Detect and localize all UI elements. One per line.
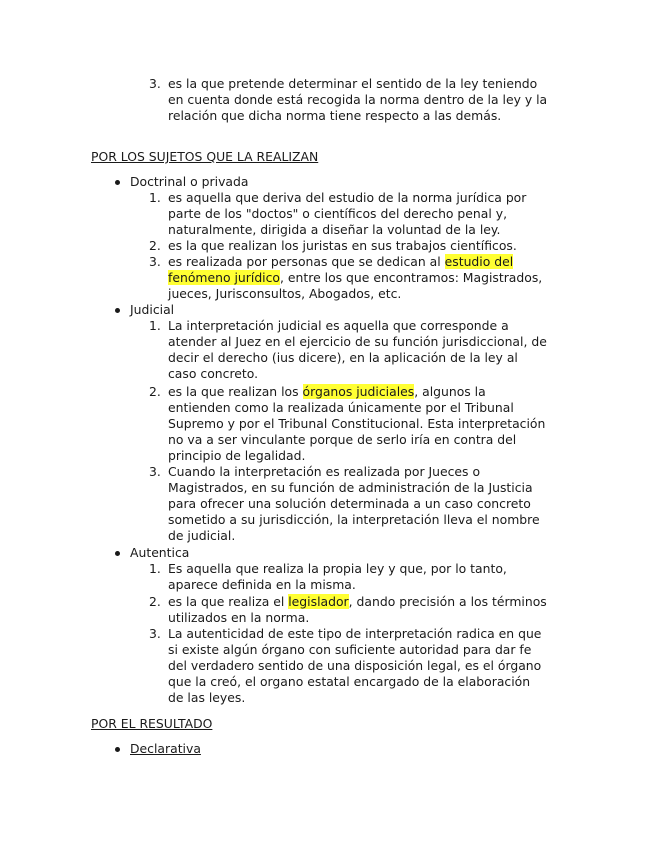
bullet-label-judicial: Judicial (130, 302, 175, 317)
list-item-line: fenómeno jurídico, entre los que encontramos: Magistrados, (168, 270, 543, 285)
bullet-icon (115, 308, 120, 313)
list-item-line: Cuando la interpretación es realizada por Jueces o (168, 464, 481, 479)
highlighted-text: órganos judiciales (302, 384, 415, 399)
list-item-line: es la que realizan los órganos judiciales, algunos la (168, 384, 486, 399)
bullet-label-declarativa: Declarativa (130, 741, 201, 756)
list-item-line: La interpretación judicial es aquella que corresponde a (168, 318, 509, 333)
list-number: 3. (149, 626, 161, 641)
list-number: 2. (149, 594, 161, 609)
list-item-line: no va a ser vinculante porque de serlo iría en contra del (168, 432, 517, 447)
list-number: 2. (149, 384, 161, 399)
highlighted-text: estudio del (444, 254, 514, 269)
bullet-icon (115, 180, 120, 185)
list-item-line: que la creó, el organo estatal encargado de la elaboración (168, 674, 531, 689)
list-item-line: Supremo y por el Tribunal Constitucional. Esta interpretación (168, 416, 546, 431)
list-item-line: es la que realizan los juristas en sus trabajos científicos. (168, 238, 517, 253)
list-item-line: atender al Juez en el ejercicio de su función jurisdiccional, de (168, 334, 547, 349)
list-item-line: parte de los "doctos" o científicos del derecho penal y, (168, 206, 508, 221)
list-item-line: es realizada por personas que se dedican al estudio del (168, 254, 514, 269)
list-item-line: principio de legalidad. (168, 448, 306, 463)
bullet-icon (115, 551, 120, 556)
section-heading-result: POR EL RESULTADO (91, 716, 213, 731)
list-item-line: Es aquella que realiza la propia ley y que, por lo tanto, (168, 561, 507, 576)
highlighted-text: legislador (288, 594, 349, 609)
list-item-line: del verdadero sentido de una disposición legal, es el órgano (168, 658, 542, 673)
bullet-label-doctrinal: Doctrinal o privada (130, 174, 249, 189)
list-number: 3. (149, 76, 161, 91)
list-item-line: de las leyes. (168, 690, 246, 705)
list-item-line: relación que dicha norma tiene respecto a las demás. (168, 108, 502, 123)
list-number: 3. (149, 464, 161, 479)
list-number: 1. (149, 561, 161, 576)
list-item-line: de judicial. (168, 528, 236, 543)
list-item-line: es la que pretende determinar el sentido de la ley teniendo (168, 76, 538, 91)
section-heading-subjects: POR LOS SUJETOS QUE LA REALIZAN (91, 149, 319, 164)
list-item-line: entienden como la realizada únicamente por el Tribunal (168, 400, 514, 415)
list-item-line: es aquella que deriva del estudio de la norma jurídica por (168, 190, 527, 205)
list-number: 2. (149, 238, 161, 253)
list-number: 1. (149, 190, 161, 205)
highlighted-text: fenómeno jurídico (168, 270, 281, 285)
list-item-line: aparece definida en la misma. (168, 577, 356, 592)
list-item-line: para ofrecer una solución determinada a un caso concreto (168, 496, 531, 511)
list-number: 1. (149, 318, 161, 333)
list-item-line: La autenticidad de este tipo de interpretación radica en que (168, 626, 542, 641)
list-item-line: caso concreto. (168, 366, 259, 381)
bullet-icon (115, 747, 120, 752)
list-item-line: utilizados en la norma. (168, 610, 310, 625)
list-item-line: es la que realiza el legislador, dando precisión a los términos (168, 594, 547, 609)
bullet-label-autentica: Autentica (130, 545, 190, 560)
list-item-line: naturalmente, dirigida a diseñar la voluntad de la ley. (168, 222, 501, 237)
list-number: 3. (149, 254, 161, 269)
list-item-line: decir el derecho (ius dicere), en la aplicación de la ley al (168, 350, 518, 365)
list-item-line: Magistrados, en su función de administración de la Justicia (168, 480, 533, 495)
list-item-line: en cuenta donde está recogida la norma dentro de la ley y la (168, 92, 548, 107)
list-item-line: sometido a su jurisdicción, la interpretación lleva el nombre (168, 512, 540, 527)
list-item-line: si existe algún órgano con suficiente autoridad para dar fe (168, 642, 532, 657)
list-item-line: jueces, Jurisconsultos, Abogados, etc. (168, 286, 402, 301)
